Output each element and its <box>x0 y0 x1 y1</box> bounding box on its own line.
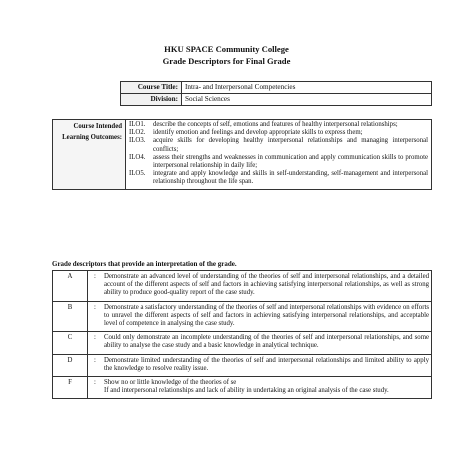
grade-letter: B <box>53 301 88 332</box>
course-title-row <box>121 82 432 94</box>
grade-colon: : <box>88 332 103 354</box>
ilo-table <box>52 119 432 190</box>
ilo-code: ILO4. <box>129 153 146 161</box>
college-name: HKU SPACE Community College <box>164 44 289 54</box>
ilo-label: Course Intended Learning Outcomes: <box>53 120 126 190</box>
grade-description: Could only demonstrate an incomplete understanding of the theories of self and interpersonal relationships, and some ability to analyse the case study and a basic knowledge in analytical technique. <box>102 332 432 354</box>
grade-description: Demonstrate an advanced level of understanding of the theories of self and interpersonal relationships, and a detailed account of the different aspects of self and factors in achieving satisfying interpersonal relationships, as well as strong ability to produce good-quality report of the case study. <box>102 271 432 302</box>
grade-letter: A <box>53 271 88 302</box>
ilo-text: acquire skills for developing healthy interpersonal relationships and managing interpersonal conflicts; <box>153 137 428 153</box>
ilo-text: identify emotion and feelings and develop appropriate skills to express them; <box>153 129 363 137</box>
ilo-code: ILO3. <box>129 137 146 145</box>
ilo-text: describe the concepts of self, emotions and features of healthy interpersonal relationships; <box>153 121 398 128</box>
grade-colon: : <box>88 377 103 399</box>
division-label: Division: <box>121 94 182 106</box>
course-info-table <box>120 81 432 106</box>
grade-letter: F <box>53 377 88 399</box>
grade-description-line: Show no or little knowledge of the theories of se <box>104 379 237 387</box>
grade-row-a <box>53 271 432 302</box>
grade-colon: : <box>88 354 103 376</box>
grade-descriptors-table <box>52 270 432 399</box>
course-title-value: Intra- and Interpersonal Competencies <box>182 82 432 94</box>
ilo-item <box>129 170 428 186</box>
ilo-item <box>129 154 428 170</box>
grade-description-line: If and interpersonal relationships and lack of ability in undertaking an original analysis of the case study. <box>104 387 389 395</box>
ilo-list <box>126 120 432 190</box>
grade-row-d <box>53 354 432 376</box>
grade-row-b <box>53 301 432 332</box>
grade-description: Demonstrate a satisfactory understanding of the theories of self and interpersonal relationships with evidence on efforts to unravel the different aspects of self and factors in achieving satisfying interpersonal relationships, and acceptable level of competence in analysing the case study. <box>102 301 432 332</box>
grade-row-c <box>53 332 432 354</box>
ilo-code: ILO2. <box>129 129 146 137</box>
grade-letter: D <box>53 354 88 376</box>
grade-descriptors-heading: Grade descriptors that provide an interpretation of the grade. <box>52 260 237 268</box>
ilo-text: integrate and apply knowledge and skills in self-understanding, self-management and interpersonal relationship throughout the life span. <box>153 170 428 186</box>
ilo-code: ILO5. <box>129 170 146 178</box>
course-title-label: Course Title: <box>121 82 182 94</box>
grade-colon: : <box>88 271 103 302</box>
ilo-text: assess their strengths and weaknesses in communication and apply communication skills to promote interpersonal relationship in daily life; <box>153 153 428 170</box>
ilo-code: ILO1. <box>129 121 146 128</box>
ilo-item <box>129 129 428 137</box>
division-row <box>121 94 432 106</box>
division-value: Social Sciences <box>182 94 432 106</box>
grade-description <box>102 377 432 399</box>
grade-description: Demonstrate limited understanding of the theories of self and interpersonal relationships and limited ability to apply the knowledge to resolve reality issue. <box>102 354 432 376</box>
ilo-item <box>129 121 428 129</box>
ilo-item <box>129 137 428 153</box>
grade-colon: : <box>88 301 103 332</box>
grade-row-f <box>53 377 432 399</box>
document-subtitle: Grade Descriptors for Final Grade <box>162 56 291 66</box>
grade-letter: C <box>53 332 88 354</box>
